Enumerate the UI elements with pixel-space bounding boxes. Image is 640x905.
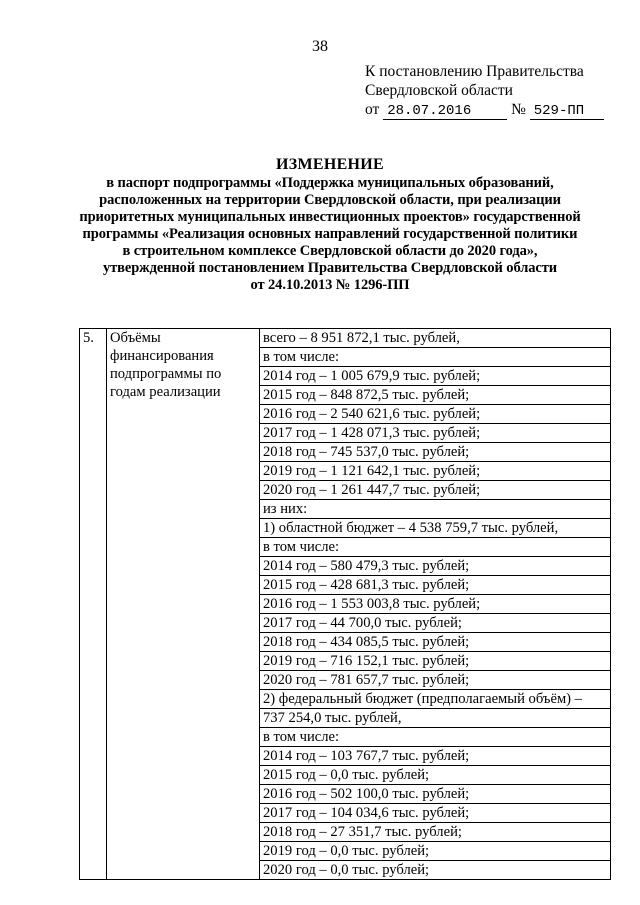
value-line: всего – 8 951 872,1 тыс. рублей,	[260, 329, 610, 348]
heading-line-6: утвержденной постановлением Правительства Свердловской области	[102, 260, 558, 276]
number-label: №	[511, 101, 526, 118]
page-number: 38	[312, 38, 328, 55]
from-label: от	[365, 101, 380, 118]
value-line: 2019 год – 1 121 642,1 тыс. рублей;	[260, 462, 610, 481]
value-line: 2016 год – 1 553 003,8 тыс. рублей;	[260, 595, 610, 614]
value-line: из них:	[260, 500, 610, 519]
table-row	[80, 329, 611, 880]
value-line: 2016 год – 2 540 621,6 тыс. рублей;	[260, 405, 610, 424]
heading-line-5: в строительном комплексе Свердловской области до 2020 года»,	[122, 243, 538, 259]
label-line: финансирования	[110, 348, 214, 364]
label-line: подпрограммы по	[110, 366, 222, 382]
value-line: 2016 год – 502 100,0 тыс. рублей;	[260, 785, 610, 804]
heading-line-2: расположенных на территории Свердловской области, при реализации	[99, 192, 561, 208]
value-line: 2014 год – 103 767,7 тыс. рублей;	[260, 747, 610, 766]
value-line: 2019 год – 716 152,1 тыс. рублей;	[260, 652, 610, 671]
value-line: в том числе:	[260, 348, 610, 367]
heading-line-7: от 24.10.2013 № 1296-ПП	[250, 277, 410, 293]
value-line: 2015 год – 848 872,5 тыс. рублей;	[260, 386, 610, 405]
approval-date: 28.07.2016	[383, 104, 507, 120]
value-line: 2014 год – 1 005 679,9 тыс. рублей;	[260, 367, 610, 386]
value-line: 2014 год – 580 479,3 тыс. рублей;	[260, 557, 610, 576]
approval-line-1: К постановлению Правительства	[365, 63, 584, 80]
row-values	[260, 329, 611, 880]
value-line: 2019 год – 0,0 тыс. рублей;	[260, 842, 610, 861]
heading-line-1: в паспорт подпрограммы «Поддержка муниципальных образований,	[106, 175, 554, 191]
label-line: Объёмы	[110, 330, 161, 346]
document-heading	[70, 156, 590, 294]
value-line: 737 254,0 тыс. рублей,	[260, 709, 610, 728]
passport-table	[79, 328, 611, 880]
value-line: 2018 год – 434 085,5 тыс. рублей;	[260, 633, 610, 652]
approval-line-2: Свердловской области	[365, 82, 513, 99]
value-line: 2017 год – 1 428 071,3 тыс. рублей;	[260, 424, 610, 443]
value-line: 2015 год – 0,0 тыс. рублей;	[260, 766, 610, 785]
value-line: в том числе:	[260, 728, 610, 747]
value-line: 2018 год – 27 351,7 тыс. рублей;	[260, 823, 610, 842]
approval-number: 529-ПП	[530, 104, 604, 120]
heading-line-3: приоритетных муниципальных инвестиционных проектов» государственной	[79, 209, 581, 225]
value-line: в том числе:	[260, 538, 610, 557]
label-line: годам реализации	[110, 384, 221, 400]
value-line: 2017 год – 44 700,0 тыс. рублей;	[260, 614, 610, 633]
value-line: 2017 год – 104 034,6 тыс. рублей;	[260, 804, 610, 823]
value-line: 2) федеральный бюджет (предполагаемый объём) –	[260, 690, 610, 709]
value-line: 2020 год – 0,0 тыс. рублей;	[263, 862, 430, 878]
approval-date-line	[365, 100, 604, 120]
value-line: 2020 год – 781 657,7 тыс. рублей;	[260, 671, 610, 690]
value-line: 2018 год – 745 537,0 тыс. рублей;	[260, 443, 610, 462]
document-title: ИЗМЕНЕНИЕ	[275, 156, 385, 173]
row-number: 5.	[80, 329, 107, 880]
value-line: 2015 год – 428 681,3 тыс. рублей;	[260, 576, 610, 595]
heading-line-4: программы «Реализация основных направлений государственной политики	[82, 226, 578, 242]
value-line: 1) областной бюджет – 4 538 759,7 тыс. рублей,	[260, 519, 610, 538]
row-label	[107, 329, 260, 880]
approval-block	[365, 62, 604, 120]
value-line: 2020 год – 1 261 447,7 тыс. рублей;	[260, 481, 610, 500]
